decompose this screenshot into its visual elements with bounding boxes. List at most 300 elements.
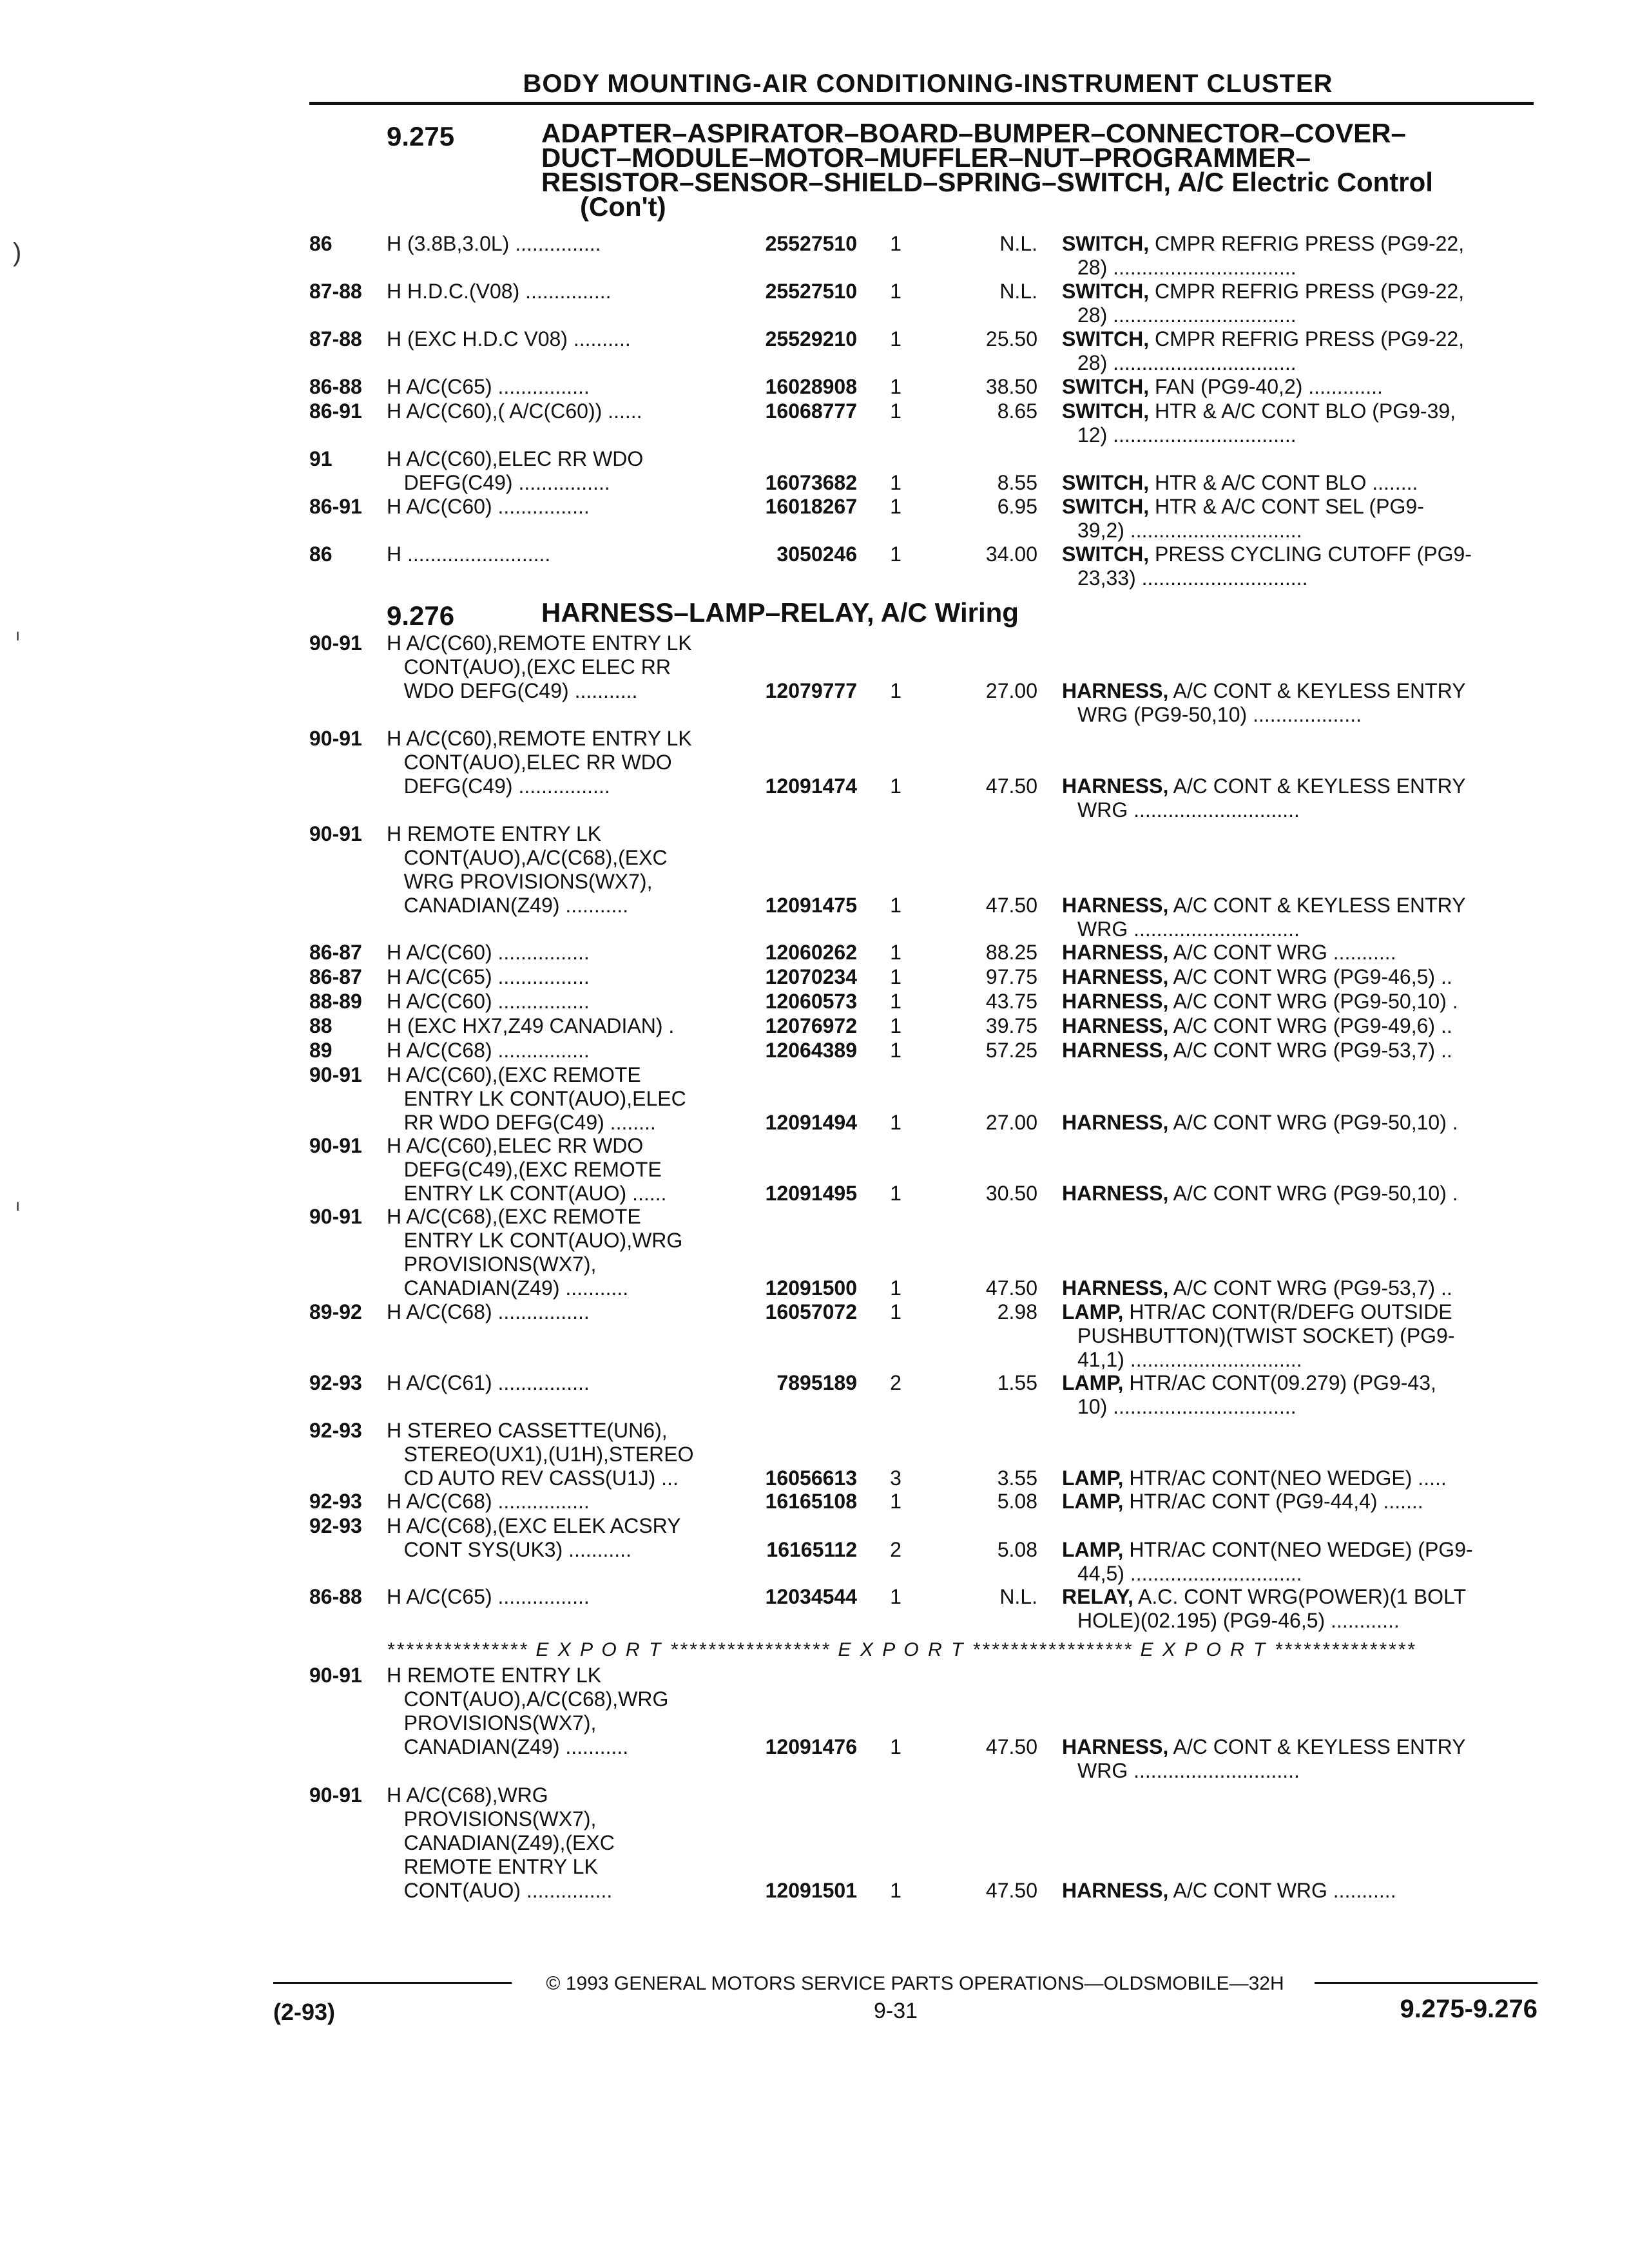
description-line: H A/C(C60),( A/C(C60)) ...... [387,399,642,423]
part-number: 12091501 [765,1879,857,1902]
model-year: 86-88 [309,375,362,398]
part-name-keyword: HARNESS, [1062,1111,1169,1134]
usage-description [387,447,735,495]
part-number: 12034544 [765,1585,857,1608]
part-name-line [1062,679,1526,703]
description-line: H A/C(C65) ................ [387,1585,590,1608]
price: 5.08 [997,1538,1037,1561]
part-name-keyword: LAMP, [1062,1371,1124,1394]
model-year: 90-91 [309,1205,362,1228]
quantity: 1 [890,1735,901,1758]
part-number: 12079777 [765,679,857,702]
part-name-text: PRESS CYCLING CUTOFF (PG9- [1149,543,1472,566]
price: 8.55 [997,471,1037,494]
part-number: 25527510 [765,280,857,303]
part-name-keyword: HARNESS, [1062,1182,1169,1205]
part-name-text: HTR/AC CONT(R/DEFG OUTSIDE [1123,1300,1452,1323]
quantity: 1 [890,990,901,1013]
description-line: CANADIAN(Z49) ........... [387,894,629,917]
section-title-line: DUCT–MODULE–MOTOR–MUFFLER–NUT–PROGRAMMER– [541,142,1311,173]
part-name-keyword: SWITCH, [1062,399,1150,423]
quantity: 2 [890,1371,901,1394]
part-name [1062,1014,1526,1038]
price: 34.00 [985,543,1037,566]
part-name-line [1062,1300,1526,1324]
part-name-keyword: LAMP, [1062,1538,1124,1561]
quantity: 1 [890,1182,901,1205]
part-name-keyword: HARNESS, [1062,1276,1169,1300]
quantity: 1 [890,375,901,398]
price: 27.00 [985,1111,1037,1134]
part-number: 16057072 [765,1300,857,1323]
part-name-text: A/C CONT WRG ........... [1168,941,1396,964]
section-number: 9.275 [387,121,455,151]
quantity: 1 [890,543,901,566]
model-year: 92-93 [309,1514,362,1537]
description-line: H REMOTE ENTRY LK [387,1664,602,1687]
part-name-line: 23,33) ............................. [1077,566,1308,590]
price: 97.75 [985,965,1037,988]
model-year: 90-91 [309,1134,362,1157]
part-name-text: A/C CONT & KEYLESS ENTRY [1168,679,1466,702]
usage-description [387,1585,735,1609]
part-name-line [1062,232,1526,256]
usage-description [387,1490,735,1514]
description-line: ENTRY LK CONT(AUO) ...... [387,1182,667,1205]
part-name-line: 12) ................................ [1077,423,1296,447]
part-name-text: A/C CONT WRG (PG9-53,7) .. [1168,1039,1452,1062]
price: N.L. [999,280,1037,303]
part-name-keyword: HARNESS, [1062,1014,1169,1037]
price: 8.65 [997,399,1037,423]
description-line: CD AUTO REV CASS(U1J) ... [387,1466,679,1490]
description-line: H A/C(C68) ................ [387,1039,590,1062]
usage-description [387,232,735,256]
description-line: H A/C(C61) ................ [387,1371,590,1394]
part-name-line: 41,1) .............................. [1077,1348,1302,1371]
part-name-line [1062,471,1526,495]
price: 6.95 [997,495,1037,518]
description-line: H H.D.C.(V08) ............... [387,280,612,303]
description-line: ENTRY LK CONT(AUO),WRG [387,1229,683,1252]
part-name [1062,1735,1526,1783]
part-name [1062,327,1526,375]
description-line: DEFG(C49) ................ [387,471,610,494]
price: 2.98 [997,1300,1037,1323]
description-line: CONT(AUO),ELEC RR WDO [387,751,672,774]
part-name-text: A/C CONT WRG (PG9-50,10) . [1168,990,1458,1013]
quantity: 1 [890,1879,901,1902]
part-number: 16165108 [765,1490,857,1513]
footer-rule-right [1315,1982,1537,1984]
section-title: HARNESS–LAMP–RELAY, A/C Wiring [541,597,1019,628]
description-line: H A/C(C68) ................ [387,1490,590,1513]
quantity: 1 [890,894,901,917]
description-line: PROVISIONS(WX7), [387,1807,597,1831]
part-number: 12060262 [765,941,857,964]
quantity: 1 [890,1300,901,1323]
description-line: H A/C(C60),ELEC RR WDO [387,447,644,470]
quantity: 1 [890,280,901,303]
price: 47.50 [985,1276,1037,1300]
description-line: CANADIAN(Z49),(EXC [387,1831,615,1854]
part-name-text: A/C CONT & KEYLESS ENTRY [1168,774,1466,798]
part-name-text: A.C. CONT WRG(POWER)(1 BOLT [1133,1585,1467,1608]
part-name-keyword: HARNESS, [1062,941,1169,964]
part-name [1062,495,1526,543]
description-line: H (EXC HX7,Z49 CANADIAN) . [387,1014,675,1037]
part-number: 16028908 [765,375,857,398]
usage-description [387,327,735,351]
usage-description [387,965,735,989]
price: 25.50 [985,327,1037,351]
model-year: 86-87 [309,965,362,988]
part-name-keyword: HARNESS, [1062,1735,1169,1758]
part-name-line [1062,1182,1526,1206]
quantity: 1 [890,471,901,494]
quantity: 1 [890,1276,901,1300]
part-name [1062,399,1526,447]
part-name [1062,1300,1526,1372]
usage-description [387,1063,735,1135]
part-name-line [1062,1879,1526,1903]
quantity: 1 [890,774,901,798]
description-line: H A/C(C60) ................ [387,990,590,1013]
part-name [1062,774,1526,822]
description-line: CONT SYS(UK3) ........... [387,1538,631,1561]
part-name-line [1062,1371,1526,1395]
part-name-line [1062,1276,1526,1300]
quantity: 1 [890,232,901,255]
part-name-text: HTR & A/C CONT SEL (PG9- [1149,495,1424,518]
description-line: PROVISIONS(WX7), [387,1711,597,1735]
part-name-line [1062,894,1526,918]
description-line: H A/C(C68),(EXC ELEK ACSRY [387,1514,681,1537]
part-name-text: A/C CONT WRG ........... [1168,1879,1396,1902]
part-name-keyword: SWITCH, [1062,232,1150,255]
part-number: 12091474 [765,774,857,798]
part-name [1062,990,1526,1014]
usage-description [387,495,735,519]
quantity: 1 [890,1490,901,1513]
usage-description [387,990,735,1014]
description-line: STEREO(UX1),(U1H),STEREO [387,1443,694,1466]
part-name-keyword: HARNESS, [1062,990,1169,1013]
part-number: 12064389 [765,1039,857,1062]
description-line: WDO DEFG(C49) ........... [387,679,638,702]
part-name-line: WRG ............................. [1077,798,1300,822]
description-line: CONT(AUO),A/C(C68),(EXC [387,846,668,869]
description-line: REMOTE ENTRY LK [387,1855,598,1878]
model-year: 90-91 [309,822,362,845]
usage-description [387,1783,735,1903]
part-name-line [1062,1014,1526,1038]
quantity: 1 [890,327,901,351]
part-name [1062,941,1526,965]
price: 1.55 [997,1371,1037,1394]
part-number: 12091495 [765,1182,857,1205]
price: 5.08 [997,1490,1037,1513]
usage-description [387,1371,735,1395]
price: 47.50 [985,774,1037,798]
part-name-keyword: HARNESS, [1062,1039,1169,1062]
footer-copyright: © 1993 GENERAL MOTORS SERVICE PARTS OPERATIONS—OLDSMOBILE—32H [546,1973,1284,1994]
description-line: H A/C(C60),REMOTE ENTRY LK [387,727,692,750]
part-name [1062,1466,1526,1490]
part-name-line: 44,5) .............................. [1077,1562,1302,1585]
price: 88.25 [985,941,1037,964]
part-name [1062,1182,1526,1206]
part-name-line: PUSHBUTTON)(TWIST SOCKET) (PG9- [1077,1324,1455,1347]
quantity: 1 [890,1039,901,1062]
part-name-line: 28) ................................ [1077,303,1296,327]
part-name [1062,679,1526,727]
part-name-line: 28) ................................ [1077,351,1296,374]
part-name-keyword: HARNESS, [1062,774,1169,798]
part-name-text: HTR/AC CONT(NEO WEDGE) (PG9- [1123,1538,1473,1561]
part-name-text: FAN (PG9-40,2) ............. [1149,375,1383,398]
description-line: WRG PROVISIONS(WX7), [387,870,653,893]
model-year: 92-93 [309,1419,362,1442]
quantity: 1 [890,965,901,988]
usage-description [387,399,735,423]
description-line: H REMOTE ENTRY LK [387,822,602,845]
part-name-keyword: HARNESS, [1062,1879,1169,1902]
model-year: 87-88 [309,280,362,303]
section-number: 9.276 [387,601,455,631]
quantity: 2 [890,1538,901,1561]
usage-description [387,1514,735,1562]
price: 43.75 [985,990,1037,1013]
description-line: H A/C(C60) ................ [387,941,590,964]
description-line: H A/C(C68) ................ [387,1300,590,1323]
part-name [1062,1371,1526,1419]
description-line: H STEREO CASSETTE(UN6), [387,1419,668,1442]
part-number: 25529210 [765,327,857,351]
part-name-keyword: HARNESS, [1062,965,1169,988]
usage-description [387,1014,735,1038]
part-name-keyword: SWITCH, [1062,375,1150,398]
model-year: 87-88 [309,327,362,351]
model-year: 88-89 [309,990,362,1013]
price: N.L. [999,1585,1037,1608]
part-name-text: HTR & A/C CONT BLO ........ [1149,471,1418,494]
description-line: CONT(AUO),(EXC ELEC RR [387,655,671,678]
part-name-text: HTR & A/C CONT BLO (PG9-39, [1149,399,1456,423]
description-line: PROVISIONS(WX7), [387,1253,597,1276]
price: 38.50 [985,375,1037,398]
usage-description [387,822,735,918]
usage-description [387,941,735,965]
model-year: 86 [309,543,333,566]
description-line: H (EXC H.D.C V08) .......... [387,327,631,351]
model-year: 88 [309,1014,333,1037]
part-name-text: HTR/AC CONT(09.279) (PG9-43, [1123,1371,1436,1394]
part-name-text: A/C CONT WRG (PG9-50,10) . [1168,1111,1458,1134]
price: 47.50 [985,1879,1037,1902]
part-number: 16018267 [765,495,857,518]
model-year: 86-88 [309,1585,362,1608]
part-name-line [1062,965,1526,989]
usage-description [387,1039,735,1062]
usage-description [387,543,735,566]
usage-description [387,1205,735,1300]
part-name [1062,965,1526,989]
part-name-line: 39,2) .............................. [1077,519,1302,542]
part-name-line [1062,375,1526,399]
footer-rule-left [273,1982,512,1984]
part-name [1062,1490,1526,1514]
part-name-line [1062,1039,1526,1062]
description-line: CANADIAN(Z49) ........... [387,1276,629,1300]
quantity: 1 [890,495,901,518]
usage-description [387,631,735,703]
description-line: CONT(AUO),A/C(C68),WRG [387,1687,669,1711]
part-name [1062,543,1526,590]
quantity: 3 [890,1466,901,1490]
usage-description [387,727,735,798]
footer-section-range: 9.275-9.276 [1400,1995,1537,2023]
price: 39.75 [985,1014,1037,1037]
part-name-line [1062,543,1526,566]
part-number: 16068777 [765,399,857,423]
model-year: 90-91 [309,1664,362,1687]
margin-tick-mark: ı [15,1195,21,1215]
usage-description [387,1419,735,1490]
header-rule [309,102,1534,105]
price: N.L. [999,232,1037,255]
usage-description [387,1664,735,1759]
description-line: CANADIAN(Z49) ........... [387,1735,629,1758]
part-number: 7895189 [776,1371,857,1394]
part-name-keyword: RELAY, [1062,1585,1133,1608]
export-divider: *************** E X P O R T ***************** E X P O R T ***************** E X P O R T *************** [387,1639,1416,1660]
part-name-text: CMPR REFRIG PRESS (PG9-22, [1149,280,1465,303]
part-number: 12091476 [765,1735,857,1758]
part-name [1062,232,1526,280]
section-title [541,118,1547,222]
description-line: H A/C(C68),WRG [387,1783,548,1807]
part-name-line: WRG ............................. [1077,918,1300,941]
part-name-line: WRG ............................. [1077,1759,1300,1782]
description-line: H A/C(C65) ................ [387,375,590,398]
part-name-line [1062,990,1526,1014]
part-name-keyword: LAMP, [1062,1466,1124,1490]
part-name-line [1062,495,1526,519]
model-year: 92-93 [309,1371,362,1394]
model-year: 89-92 [309,1300,362,1323]
part-number: 12091475 [765,894,857,917]
part-name-text: HTR/AC CONT (PG9-44,4) ....... [1123,1490,1423,1513]
price: 27.00 [985,679,1037,702]
part-name-keyword: SWITCH, [1062,471,1150,494]
part-name [1062,375,1526,399]
usage-description [387,280,735,303]
description-line: H A/C(C60),ELEC RR WDO [387,1134,644,1157]
price: 47.50 [985,894,1037,917]
part-name-line [1062,1538,1526,1562]
model-year: 92-93 [309,1490,362,1513]
part-name-keyword: SWITCH, [1062,543,1150,566]
quantity: 1 [890,941,901,964]
part-name [1062,1276,1526,1300]
description-line: ENTRY LK CONT(AUO),ELEC [387,1087,686,1110]
footer-date-code: (2-93) [273,1999,336,2025]
part-number: 12060573 [765,990,857,1013]
part-number: 25527510 [765,232,857,255]
part-name-keyword: SWITCH, [1062,327,1150,351]
part-name-keyword: LAMP, [1062,1300,1124,1323]
description-line: H ......................... [387,543,551,566]
section-title-line: (Con't) [580,191,666,222]
usage-description [387,375,735,399]
description-line: DEFG(C49),(EXC REMOTE [387,1158,662,1181]
part-name-text: A/C CONT WRG (PG9-46,5) .. [1168,965,1452,988]
part-name [1062,1879,1526,1903]
quantity: 1 [890,1111,901,1134]
price: 30.50 [985,1182,1037,1205]
part-name-keyword: HARNESS, [1062,679,1169,702]
part-name-text: A/C CONT & KEYLESS ENTRY [1168,894,1466,917]
part-name-line [1062,941,1526,965]
part-name-line: 10) ................................ [1077,1395,1296,1418]
part-number: 12076972 [765,1014,857,1037]
part-number: 16073682 [765,471,857,494]
part-name-line [1062,1735,1526,1759]
part-name-line [1062,774,1526,798]
part-name-line [1062,1111,1526,1135]
part-name [1062,1111,1526,1135]
quantity: 1 [890,679,901,702]
model-year: 86-87 [309,941,362,964]
part-name-text: CMPR REFRIG PRESS (PG9-22, [1149,232,1465,255]
footer-page-number: 9-31 [873,1999,918,2023]
description-line: H A/C(C65) ................ [387,965,590,988]
usage-description [387,1134,735,1206]
part-name-text: A/C CONT & KEYLESS ENTRY [1168,1735,1466,1758]
section-title-line: RESISTOR–SENSOR–SHIELD–SPRING–SWITCH, A/C Electric Control [541,167,1433,197]
part-name-keyword: SWITCH, [1062,280,1150,303]
part-name-line [1062,1466,1526,1490]
margin-paren-mark: ) [13,238,22,267]
part-name-text: A/C CONT WRG (PG9-53,7) .. [1168,1276,1452,1300]
section-title-line: ADAPTER–ASPIRATOR–BOARD–BUMPER–CONNECTOR–COVER– [541,118,1406,148]
part-name-text: A/C CONT WRG (PG9-50,10) . [1168,1182,1458,1205]
usage-description [387,1300,735,1324]
page-header-title: BODY MOUNTING-AIR CONDITIONING-INSTRUMENT CLUSTER [523,70,1333,98]
part-name-line [1062,399,1526,423]
description-line: CONT(AUO) ............... [387,1879,613,1902]
part-name-line [1062,1585,1526,1609]
part-name [1062,1039,1526,1062]
description-line: H A/C(C60) ................ [387,495,590,518]
description-line: DEFG(C49) ................ [387,774,610,798]
part-name [1062,1538,1526,1586]
part-name-text: CMPR REFRIG PRESS (PG9-22, [1149,327,1465,351]
part-name-line [1062,1490,1526,1514]
model-year: 90-91 [309,1783,362,1807]
part-name-line [1062,327,1526,351]
part-name [1062,894,1526,941]
part-name-keyword: SWITCH, [1062,495,1150,518]
part-name-keyword: LAMP, [1062,1490,1124,1513]
model-year: 86 [309,232,333,255]
part-number: 3050246 [776,543,857,566]
part-name-line: HOLE)(02.195) (PG9-46,5) ............ [1077,1609,1400,1632]
quantity: 1 [890,1585,901,1608]
model-year: 86-91 [309,399,362,423]
description-line: RR WDO DEFG(C49) ........ [387,1111,656,1134]
